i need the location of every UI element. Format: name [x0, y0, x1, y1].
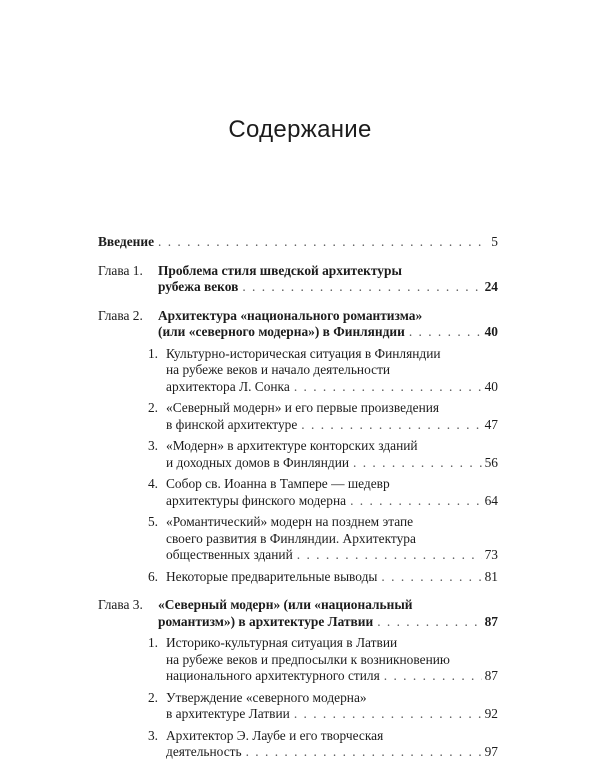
- toc-entry-text: Утверждение «северного модерна»: [166, 689, 367, 705]
- dot-leader: [346, 493, 482, 510]
- toc-page-number: 73: [484, 547, 498, 562]
- dot-leader: [290, 379, 482, 396]
- dot-leader: [154, 234, 482, 251]
- toc-page-number: 81: [484, 568, 498, 584]
- toc-subentry[interactable]: [98, 346, 498, 396]
- toc-entry-chapter-3[interactable]: [98, 597, 498, 630]
- subsection-number: 4.: [147, 476, 158, 491]
- toc-entry-chapter-2[interactable]: [98, 308, 498, 341]
- table-of-contents: [98, 234, 498, 761]
- dot-leader: [373, 614, 482, 631]
- toc-entry-intro[interactable]: [98, 234, 498, 251]
- toc-entry-text: «Романтический» модерн на позднем этапе: [166, 514, 414, 529]
- toc-page-number: 40: [484, 378, 498, 394]
- toc-entry-label: Введение: [98, 234, 155, 249]
- toc-page-number: 97: [484, 744, 498, 759]
- toc-entry-text: Архитектура «национального романтизма»: [158, 307, 423, 323]
- subsection-number: 3.: [147, 727, 158, 743]
- toc-entry-text: «Северный модерн» (или «национальный: [158, 597, 413, 612]
- toc-entry-text: архитектуры финского модерна: [166, 492, 347, 508]
- toc-entry-text: (или «северного модерна») в Финляндии: [158, 324, 405, 339]
- toc-entry-text: и доходных домов в Финляндии: [166, 454, 350, 470]
- toc-page-number: 5: [491, 234, 498, 249]
- dot-leader: [238, 279, 482, 296]
- toc-page-number: 87: [484, 613, 498, 629]
- toc-entry-text: романтизм») в архитектуре Латвии: [158, 613, 374, 629]
- toc-page-number: 64: [484, 492, 498, 508]
- toc-subentry[interactable]: [98, 569, 498, 586]
- page-title: Содержание: [228, 116, 372, 143]
- toc-entry-text: Историко-культурная ситуация в Латвии: [166, 635, 398, 650]
- toc-page-number: 24: [484, 279, 498, 294]
- toc-entry-text: в архитектуре Латвии: [166, 706, 290, 721]
- subsection-number: 2.: [147, 400, 158, 415]
- toc-entry-text: в финской архитектуре: [166, 416, 298, 432]
- toc-entry-text: на рубеже веков и начало деятельности: [166, 362, 391, 377]
- dot-leader: [349, 455, 482, 472]
- chapter-label: Глава 3.: [98, 597, 143, 612]
- dot-leader: [377, 569, 482, 586]
- toc-page-number: 47: [484, 416, 498, 432]
- subsection-number: 1.: [147, 635, 158, 650]
- toc-entry-text: деятельность: [166, 744, 242, 759]
- toc-page-number: 56: [484, 454, 498, 470]
- toc-subentry[interactable]: [98, 476, 498, 509]
- toc-entry-text: Собор св. Иоанна в Тампере — шедевр: [166, 476, 390, 491]
- toc-entry-text: Проблема стиля шведской архитектуры: [158, 262, 402, 278]
- toc-entry-text: национального архитектурного стиля: [166, 668, 380, 683]
- chapter-label: Глава 1.: [98, 262, 143, 278]
- subsection-number: 6.: [147, 568, 158, 584]
- toc-entry-text: Некоторые предварительные выводы: [166, 568, 378, 584]
- dot-leader: [405, 324, 482, 341]
- toc-page-number: 40: [484, 324, 498, 339]
- chapter-label: Глава 2.: [98, 307, 143, 323]
- toc-entry-text: на рубеже веков и предпосылки к возникновению: [166, 651, 450, 667]
- toc-subentry[interactable]: [98, 728, 498, 761]
- toc-entry-text: Культурно-историческая ситуация в Финляндии: [166, 345, 441, 361]
- toc-entry-text: общественных зданий: [166, 547, 293, 562]
- toc-entry-text: «Модерн» в архитектуре конторских зданий: [166, 438, 418, 453]
- subsection-number: 2.: [147, 689, 158, 705]
- toc-entry-text: «Северный модерн» и его первые произведения: [166, 400, 440, 415]
- toc-entry-text: Архитектор Э. Лаубе и его творческая: [166, 727, 384, 743]
- toc-subentry[interactable]: [98, 635, 498, 685]
- toc-subentry[interactable]: [98, 514, 498, 564]
- dot-leader: [297, 417, 482, 434]
- dot-leader: [290, 706, 482, 723]
- subsection-number: 5.: [147, 514, 158, 529]
- toc-page-number: 87: [484, 668, 498, 683]
- toc-entry-text: своего развития в Финляндии. Архитектура: [166, 530, 416, 546]
- dot-leader: [242, 744, 482, 761]
- toc-subentry[interactable]: [98, 438, 498, 471]
- subsection-number: 3.: [147, 438, 158, 453]
- toc-subentry[interactable]: [98, 400, 498, 433]
- toc-entry-text: архитектора Л. Сонка: [166, 378, 290, 394]
- dot-leader: [293, 547, 482, 564]
- dot-leader: [380, 668, 482, 685]
- toc-entry-chapter-1[interactable]: [98, 263, 498, 296]
- toc-page-number: 92: [484, 706, 498, 721]
- toc-entry-text: рубежа веков: [158, 279, 239, 294]
- subsection-number: 1.: [147, 345, 158, 361]
- toc-subentry[interactable]: [98, 690, 498, 723]
